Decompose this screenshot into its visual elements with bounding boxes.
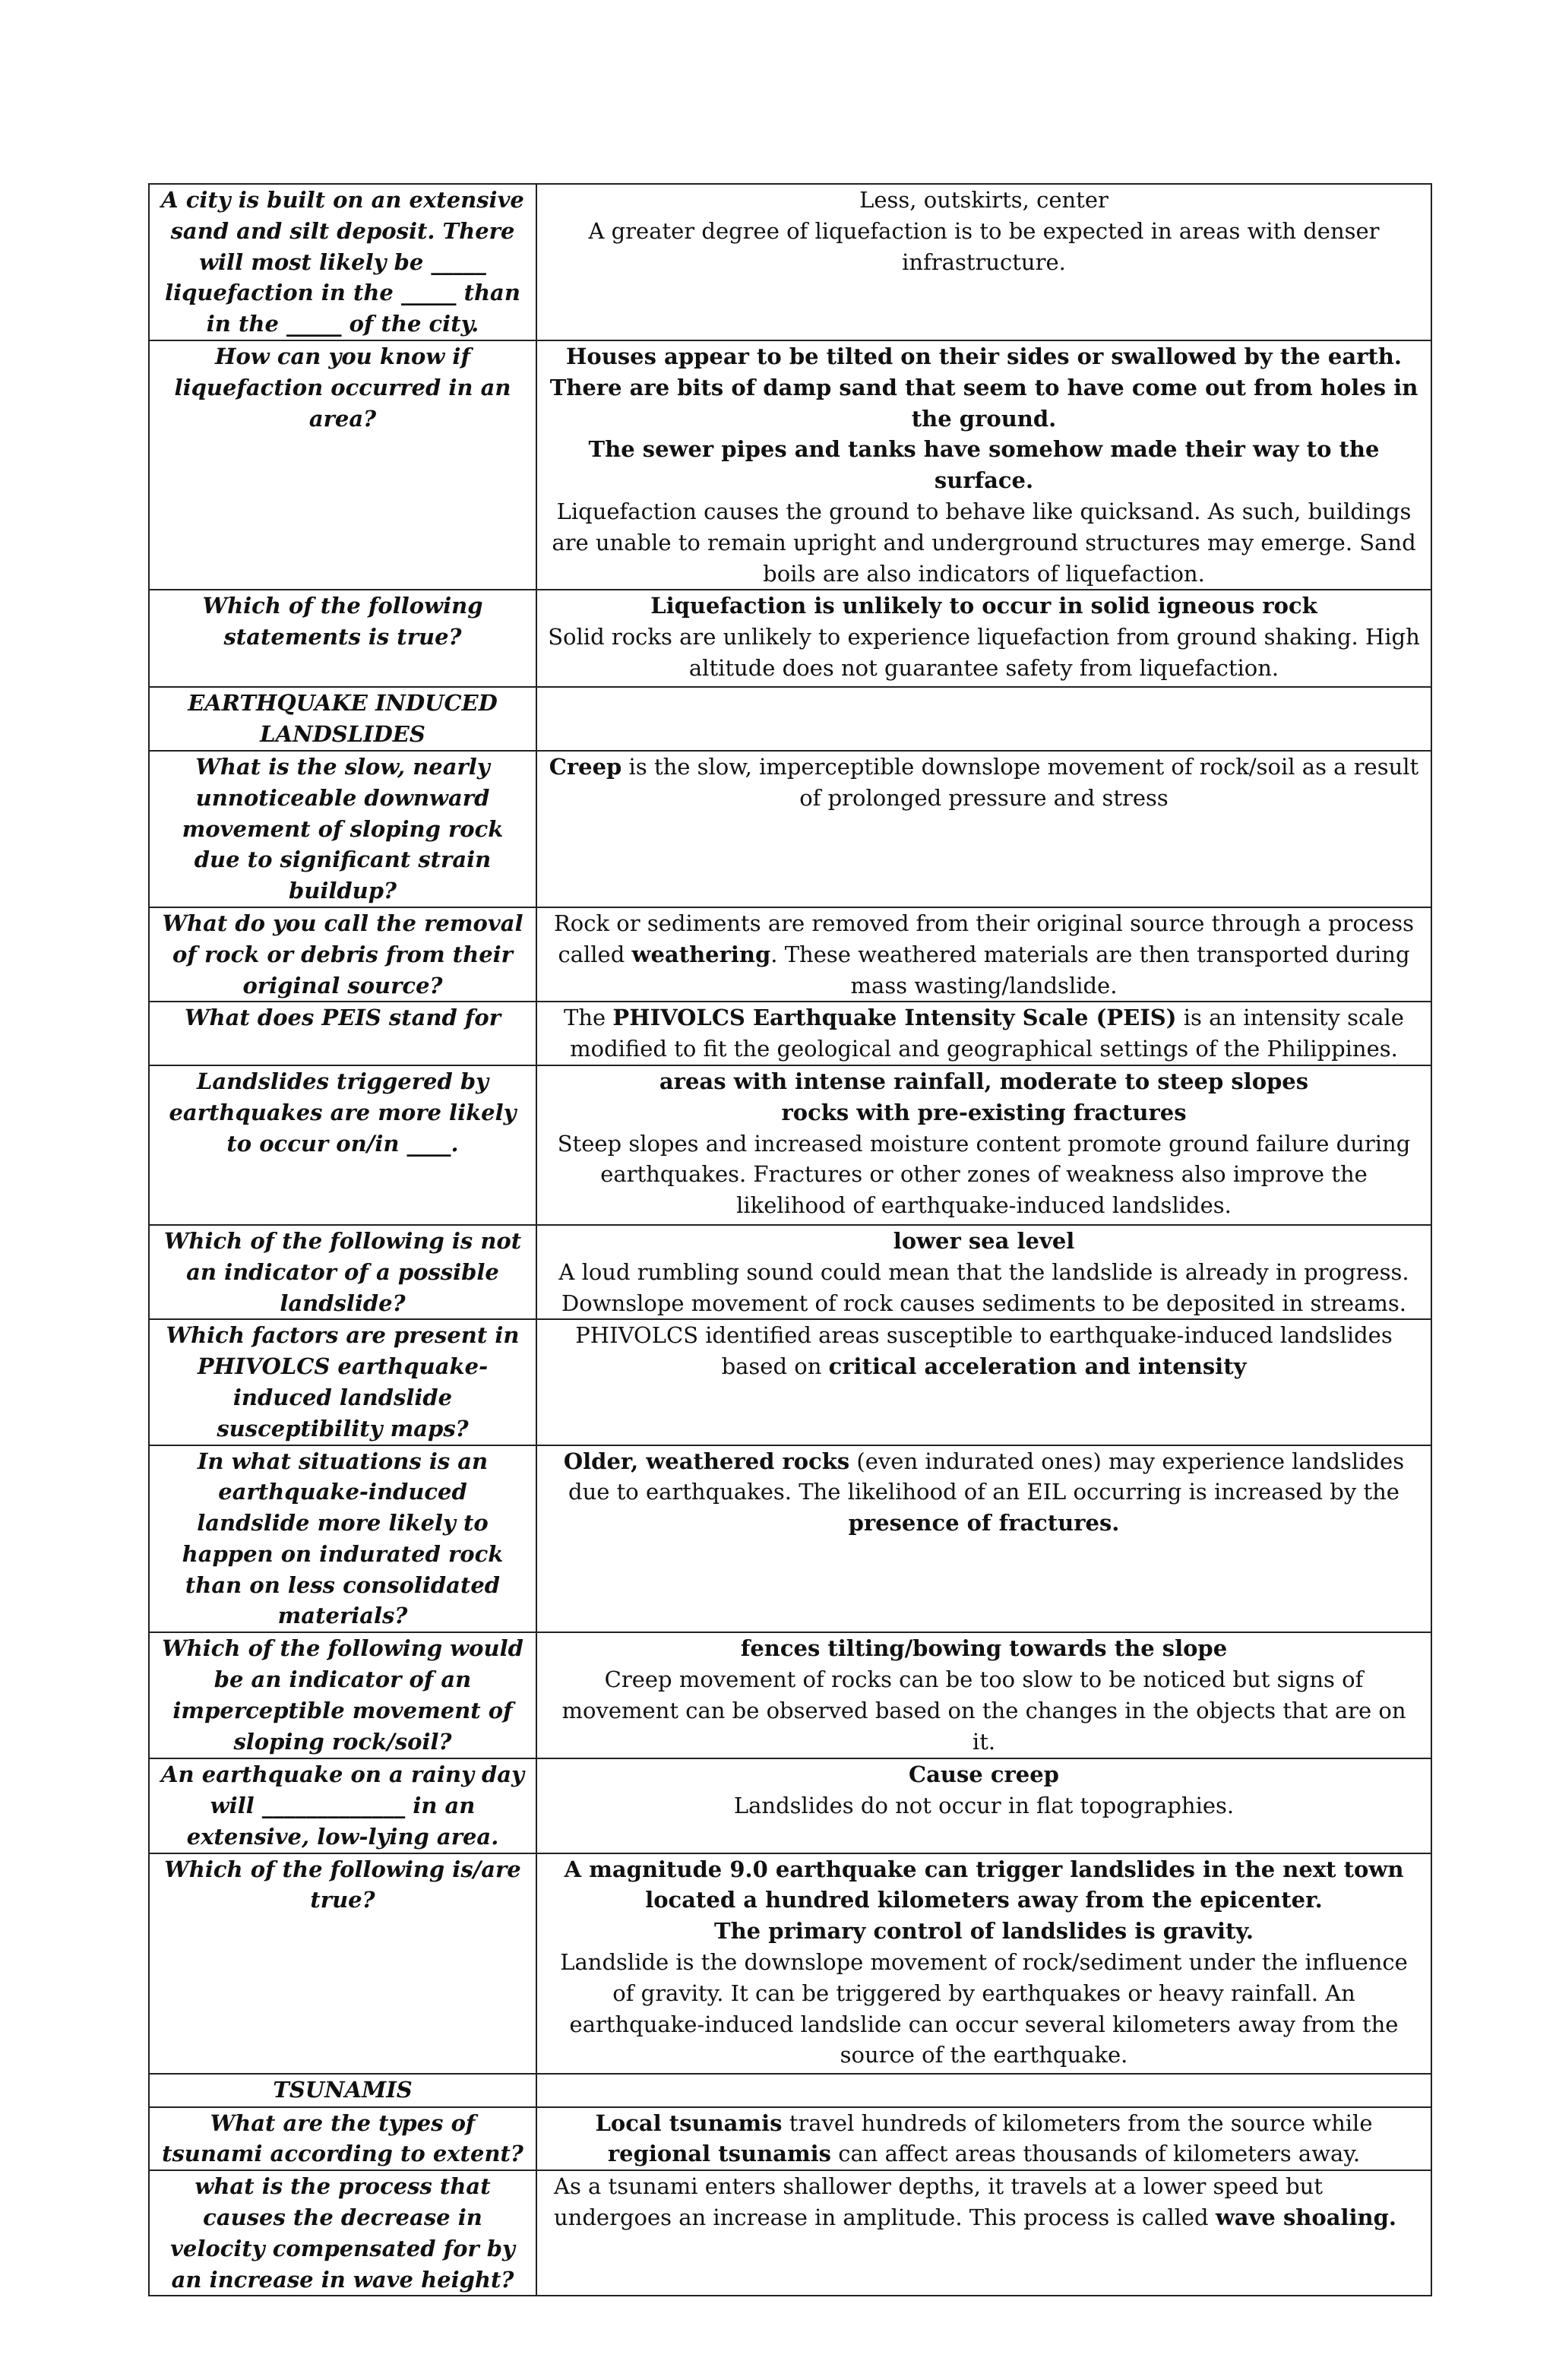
answer-bold-text: Creep <box>549 753 622 780</box>
question-cell: What does PEIS stand for <box>149 1002 536 1065</box>
answer-cell <box>536 907 1431 1002</box>
answer-paragraph <box>548 216 1420 278</box>
table-row <box>149 590 1431 687</box>
answer-bold-text: lower sea level <box>893 1227 1075 1254</box>
answer-text: . These weathered materials are then transported during mass wasting/landslide. <box>770 941 1410 999</box>
answer-bold-text: There are bits of damp sand that seem to have come out from holes in the ground. <box>549 374 1418 432</box>
table-row <box>149 1445 1431 1633</box>
answer-cell <box>536 2107 1431 2171</box>
qa-table-body <box>149 184 1431 2296</box>
answer-paragraph <box>548 622 1420 684</box>
answer-text: Landslides do not occur in flat topographies. <box>733 1793 1235 1819</box>
answer-paragraph <box>548 434 1420 496</box>
answer-paragraph <box>548 1097 1420 1128</box>
table-row <box>149 1225 1431 1319</box>
answer-cell <box>536 1002 1431 1065</box>
answer-paragraph <box>548 1664 1420 1757</box>
answer-text: (even indurated ones) may experience landslides due to earthquakes. The likelihood of an EIL occurring is increased by the <box>568 1448 1405 1505</box>
table-row <box>149 1002 1431 1065</box>
table-row <box>149 687 1431 751</box>
answer-bold-text: regional tsunamis <box>607 2141 831 2167</box>
answer-bold-text: The sewer pipes and tanks have somehow made their way to the surface. <box>588 436 1380 494</box>
answer-bold-text: Liquefaction is unlikely to occur in solid igneous rock <box>650 593 1317 619</box>
qa-table <box>148 183 1432 2296</box>
answer-paragraph <box>548 496 1420 589</box>
answer-bold-text: critical acceleration and intensity <box>828 1353 1247 1380</box>
question-cell: An earthquake on a rainy day will _____________ in an extensive, low-lying area. <box>149 1758 536 1853</box>
answer-bold-text: areas with intense rainfall, moderate to steep slopes <box>659 1068 1309 1094</box>
table-row <box>149 907 1431 1002</box>
table-row <box>149 2107 1431 2171</box>
answer-bold-text: Older, weathered rocks <box>563 1448 850 1474</box>
answer-paragraph <box>548 908 1420 1001</box>
answer-bold-text: PHIVOLCS Earthquake Intensity Scale (PEIS) <box>612 1005 1177 1031</box>
answer-bold-text: rocks with pre-existing fractures <box>781 1099 1187 1125</box>
answer-paragraph <box>548 1790 1420 1821</box>
answer-text: As a tsunami enters shallower depths, it travels at a lower speed but undergoes an increase in amplitude. This process is called <box>554 2173 1323 2231</box>
question-cell: Which of the following is not an indicator of a possible landslide? <box>149 1225 536 1319</box>
answer-text: A greater degree of liquefaction is to be expected in areas with denser infrastructure. <box>588 217 1380 275</box>
answer-bold-text: Local tsunamis <box>595 2109 783 2136</box>
question-cell: A city is built on an extensive sand and silt deposit. There will most likely be _____ liquefaction in the _____ than in the _____ of the city. <box>149 184 536 340</box>
answer-cell <box>536 687 1431 751</box>
table-row <box>149 2074 1431 2107</box>
question-cell: In what situations is an earthquake-induced landslide more likely to happen on indurated rock than on less consolidated materials? <box>149 1445 536 1633</box>
table-row <box>149 1319 1431 1445</box>
question-cell: What do you call the removal of rock or debris from their original source? <box>149 907 536 1002</box>
answer-paragraph <box>548 1002 1420 1065</box>
answer-cell <box>536 2170 1431 2296</box>
table-row <box>149 1853 1431 2074</box>
answer-cell <box>536 1065 1431 1225</box>
answer-bold-text: A magnitude 9.0 earthquake can trigger landslides in the next town located a hundred kilometers away from the epicenter. <box>564 1856 1404 1913</box>
answer-paragraph <box>548 341 1420 372</box>
answer-paragraph <box>548 1854 1420 1916</box>
answer-text: Steep slopes and increased moisture content promote ground failure during earthquakes. Fractures or other zones of weakness also improve the likelihood of earthquake-induced landslides. <box>557 1130 1411 1219</box>
question-cell: Which of the following statements is true? <box>149 590 536 687</box>
answer-paragraph <box>548 1446 1420 1539</box>
question-cell: Which of the following would be an indicator of an imperceptible movement of sloping rock/soil? <box>149 1632 536 1758</box>
answer-text: PHIVOLCS identified areas susceptible to earthquake-induced landslides based on <box>575 1322 1393 1380</box>
answer-text: The <box>564 1005 613 1031</box>
table-row <box>149 2170 1431 2296</box>
answer-cell <box>536 1445 1431 1633</box>
answer-paragraph <box>548 1759 1420 1790</box>
answer-text: A loud rumbling sound could mean that the landslide is already in progress. Downslope movement of rock causes sediments to be deposited in streams. <box>558 1258 1409 1316</box>
question-cell: Which factors are present in PHIVOLCS earthquake-induced landslide susceptibility maps? <box>149 1319 536 1445</box>
answer-paragraph <box>548 1257 1420 1319</box>
answer-paragraph <box>548 1226 1420 1257</box>
answer-paragraph <box>548 1633 1420 1664</box>
answer-paragraph <box>548 185 1420 216</box>
answer-cell <box>536 1853 1431 2074</box>
answer-text: Less, outskirts, center <box>859 187 1108 213</box>
question-cell: Which of the following is/are true? <box>149 1853 536 2074</box>
answer-paragraph <box>548 752 1420 814</box>
answer-bold-text: fences tilting/bowing towards the slope <box>740 1635 1228 1662</box>
answer-bold-text: The primary control of landslides is gravity. <box>714 1918 1254 1945</box>
answer-paragraph <box>554 2171 1420 2233</box>
answer-text: Landslide is the downslope movement of rock/sediment under the influence of gravity. It can be triggered by earthquakes or heavy rainfall. An earthquake-induced landslide can occur several kilometers away from the source of the earthquake. <box>560 1949 1408 2068</box>
answer-paragraph <box>548 1128 1420 1221</box>
answer-cell <box>536 340 1431 590</box>
answer-paragraph <box>548 1947 1420 2071</box>
answer-text: travel hundreds of kilometers from the source while <box>782 2109 1373 2136</box>
answer-cell <box>536 1632 1431 1758</box>
question-cell: what is the process that causes the decrease in velocity compensated for by an increase in wave height? <box>149 2170 536 2296</box>
answer-text: Creep movement of rocks can be too slow to be noticed but signs of movement can be observed based on the changes in the objects that are on it. <box>561 1666 1406 1755</box>
answer-cell <box>536 1758 1431 1853</box>
answer-text: Liquefaction causes the ground to behave like quicksand. As such, buildings are unable to remain upright and underground structures may emerge. Sand boils are also indicators of liquefaction. <box>552 498 1416 587</box>
answer-bold-text: Houses appear to be tilted on their sides or swallowed by the earth. <box>566 343 1402 369</box>
answer-bold-text: presence of fractures. <box>848 1510 1120 1537</box>
answer-text: can affect areas thousands of kilometers away. <box>830 2141 1361 2167</box>
answer-paragraph <box>548 1066 1420 1097</box>
table-row <box>149 1632 1431 1758</box>
answer-cell <box>536 590 1431 687</box>
answer-bold-text: Cause creep <box>909 1761 1059 1788</box>
answer-bold-text: wave shoaling. <box>1215 2204 1397 2231</box>
answer-text: Solid rocks are unlikely to experience liquefaction from ground shaking. High altitude does not guarantee safety from liquefaction. <box>548 624 1420 681</box>
answer-paragraph <box>548 372 1420 435</box>
question-cell: TSUNAMIS <box>149 2074 536 2107</box>
answer-bold-text: weathering <box>631 941 771 967</box>
table-row <box>149 340 1431 590</box>
answer-text: is the slow, imperceptible downslope movement of rock/soil as a result of prolonged pressure and stress <box>621 753 1419 811</box>
question-cell: EARTHQUAKE INDUCED LANDSLIDES <box>149 687 536 751</box>
answer-text: is an intensity scale modified to fit the geological and geographical settings of the Philippines. <box>570 1005 1404 1062</box>
answer-cell <box>536 2074 1431 2107</box>
table-row <box>149 1758 1431 1853</box>
question-cell: What is the slow, nearly unnoticeable downward movement of sloping rock due to significant strain buildup? <box>149 751 536 907</box>
table-row <box>149 751 1431 907</box>
question-cell: What are the types of tsunami according to extent? <box>149 2107 536 2171</box>
table-row <box>149 1065 1431 1225</box>
answer-paragraph <box>548 1320 1420 1382</box>
answer-paragraph <box>548 1916 1420 1947</box>
answer-text: Rock or sediments are removed from their original source through a process called <box>553 910 1415 967</box>
question-cell: Landslides triggered by earthquakes are more likely to occur on/in ____. <box>149 1065 536 1225</box>
answer-cell <box>536 1319 1431 1445</box>
answer-paragraph <box>548 590 1420 622</box>
answer-paragraph <box>548 2108 1420 2170</box>
answer-cell <box>536 184 1431 340</box>
answer-cell <box>536 751 1431 907</box>
table-row <box>149 184 1431 340</box>
answer-cell <box>536 1225 1431 1319</box>
question-cell: How can you know if liquefaction occurred in an area? <box>149 340 536 590</box>
